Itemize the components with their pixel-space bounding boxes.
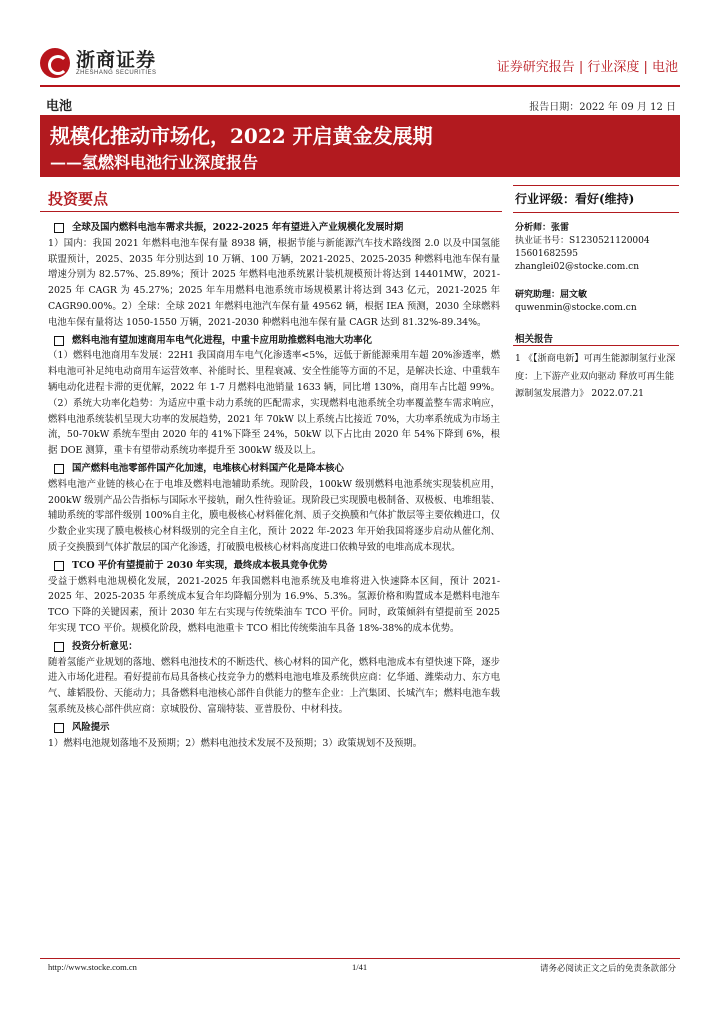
rating-bottom-rule (513, 212, 679, 213)
company-logo (40, 48, 157, 78)
analyst-cert: 执业证书号：S1230521120004 (515, 236, 650, 246)
checkbox-bullet-icon (54, 336, 64, 346)
bullet-body: （1）燃料电池商用车发展：22H1 我国商用车电气化渗透率<5%，远低于新能源乘用车超 20%渗透率，燃料电池可补足纯电动商用车运营效率、补能时长、里程衰减、安全性能等方面的不足，是解决长途、中重载车辆电动化进程卡滞的更优解，2022 年 1-7 月燃料电池销量 1633 辆，同比增 130%，商用车占比超 99%。（2）系统大功率化趋势：为适应中重卡动力系统的匹配需求，实现燃料电池系统全功率覆盖整车需求响应，燃料电池系统装机呈现大功率的发展趋势，2021 年 70kW 以上系统占比接近 70%，大功率系统成为市场主流，50-70kW 系统车型由 2020 年的 41%下降至 24%，50kW 以下占比由 2020 年 54%下降到 6%，根据 DOE 测算，重卡有望带动系统功率提升至 300kW 级及以上。 (48, 350, 500, 457)
rating-top-rule (513, 185, 679, 186)
related-report-link[interactable]: 1 《【浙商电新】可再生能源制氢行业深度：上下游产业双向驱动 释放可再生能源制氢发展潜力》 2022.07.21 (515, 353, 676, 399)
bullet-heading (48, 333, 500, 349)
bullet-heading-text: 国产燃料电池零部件国产化加速，电堆核心材料国产化是降本核心 (72, 462, 344, 474)
title-banner (40, 115, 680, 177)
logo-icon (40, 48, 70, 78)
logo-name-en: ZHESHANG SECURITIES (76, 70, 157, 76)
related-reports-divider (513, 345, 679, 346)
page-number: 1/41 (352, 962, 368, 972)
footer-divider (40, 958, 680, 959)
industry-rating: 行业评级：看好(维持) (515, 192, 635, 206)
bullet-heading (48, 720, 500, 736)
bullet-heading-text: 投资分析意见： (72, 640, 138, 652)
section-title: 投资要点 (48, 190, 109, 208)
bullet-heading (48, 461, 500, 477)
main-content (48, 218, 500, 751)
section-divider (40, 211, 502, 212)
analyst-info (515, 222, 681, 274)
assistant-info (515, 289, 681, 315)
bullet-body: 受益于燃料电池规模化发展，2021-2025 年我国燃料电池系统及电堆将进入快速降本区间，预计 2021-2025 年、2025-2035 年系统成本复合年均降幅分别为 16.9%、5.3%。氢源价格和购置成本是燃料电池车 TCO 下降的关键因素，预计 2030 年左右实现与传统柴油车 TCO 平价。同时，政策倾斜有望提前至 2025 年实现 TCO 平价。规模化阶段，燃料电池重卡 TCO 相比传统柴油车具备 18%-38%的成本优势。 (48, 575, 500, 634)
bullet-heading (48, 220, 500, 236)
bullet-heading-text: 燃料电池有望加速商用车电气化进程，中重卡应用助推燃料电池大功率化 (72, 334, 373, 346)
analyst-email[interactable]: zhanglei02@stocke.com.cn (515, 262, 640, 272)
analyst-phone: 15601682595 (515, 249, 578, 259)
logo-name-cn: 浙商证券 (76, 49, 157, 71)
checkbox-bullet-icon (54, 223, 64, 233)
related-reports-title: 相关报告 (515, 334, 554, 345)
bullet-heading-text: 全球及国内燃料电池车需求共振，2022-2025 年有望进入产业规模化发展时期 (72, 222, 404, 233)
report-subtitle: ——氢燃料电池行业深度报告 (50, 153, 259, 172)
bullet-heading (48, 639, 500, 655)
footer-url[interactable]: http://www.stocke.com.cn (48, 962, 137, 972)
industry-label: 电池 (46, 99, 73, 114)
checkbox-bullet-icon (54, 642, 64, 652)
bullet-body: 燃料电池产业链的核心在于电堆及燃料电池辅助系统。现阶段，100kW 级别燃料电池系统实现装机应用，200kW 级别产品公告指标与国际水平接轨，耐久性待验证。现阶段已实现膜电极制备、双极板、电堆组装、辅助系统的零部件级别 100%自主化，膜电极核心材料催化剂、质子交换膜和气体扩散层等主要依赖进口，仅少数企业实现了膜电极核心材料级别的完全自主化，预计 2022 年-2023 年开始我国将逐步启动从催化剂、质子交换膜到气体扩散层的国产化渗透，打破膜电极核心材料高度进口依赖导致的电堆高成本现状。 (48, 478, 500, 553)
assistant-email[interactable]: quwenmin@stocke.com.cn (515, 303, 637, 313)
bullet-heading (48, 558, 500, 574)
header-divider (40, 85, 680, 87)
bullet-heading-text: TCO 平价有望提前于 2030 年实现，最终成本极具竞争优势 (72, 559, 328, 571)
report-title: 规模化推动市场化，2022 开启黄金发展期 (50, 124, 433, 148)
checkbox-bullet-icon (54, 464, 64, 474)
report-date: 报告日期：2022 年 09 月 12 日 (529, 102, 676, 113)
bullet-heading-text: 风险提示 (72, 721, 110, 733)
assistant-name: 研究助理：屈文敏 (515, 290, 588, 300)
bullet-body: 随着氢能产业规划的落地、燃料电池技术的不断迭代、核心材料的国产化，燃料电池成本有望快速下降，逐步进入市场化进程。看好提前布局具备核心技竞争力的燃料电池电堆及系统供应商：亿华通、潍柴动力、东方电气、雄韬股份、天能动力；具备燃料电池核心部件自供能力的整车企业：上汽集团、长城汽车；燃料电池车载氢系统及核心部件供应商：京城股份、富瑞特装、亚普股份、中材科技。 (48, 656, 500, 715)
analyst-name: 分析师：张雷 (515, 223, 570, 233)
disclaimer-note: 请务必阅读正文之后的免责条款部分 (539, 964, 676, 974)
checkbox-bullet-icon (54, 723, 64, 733)
bullet-body: 1）国内：我国 2021 年燃料电池车保有量 8938 辆，根据节能与新能源汽车技术路线图 2.0 以及中国氢能联盟预计，2025、2035 年分别达到 10 万辆、100 万辆，2021-2025、2025-2035 种燃料电池车保有量增速分别为 82.57%、25.89%；预计 2025 年燃料电池系统累计装机规模预计将达到 14401MW，2021-2025 年 CAGR 为 45.27%；2025 年车用燃料电池系统市场规模累计将达到 343 亿元，2021-2025 年 CAGR90.00%。2）全球：全球 2021 年燃料电池汽车保有量 49562 辆，根据 IEA 预测，2030 全球燃料电池车保有量将达 1050-1550 万辆，2021-2030 种燃料电池车保有量 CAGR 达到 81.32%-89.34%。 (48, 237, 500, 328)
report-categories: 证券研究报告 | 行业深度 | 电池 (496, 60, 678, 75)
bullet-body: 1）燃料电池规划落地不及预期；2）燃料电池技术发展不及预期；3）政策规划不及预期。 (48, 737, 423, 749)
checkbox-bullet-icon (54, 561, 64, 571)
